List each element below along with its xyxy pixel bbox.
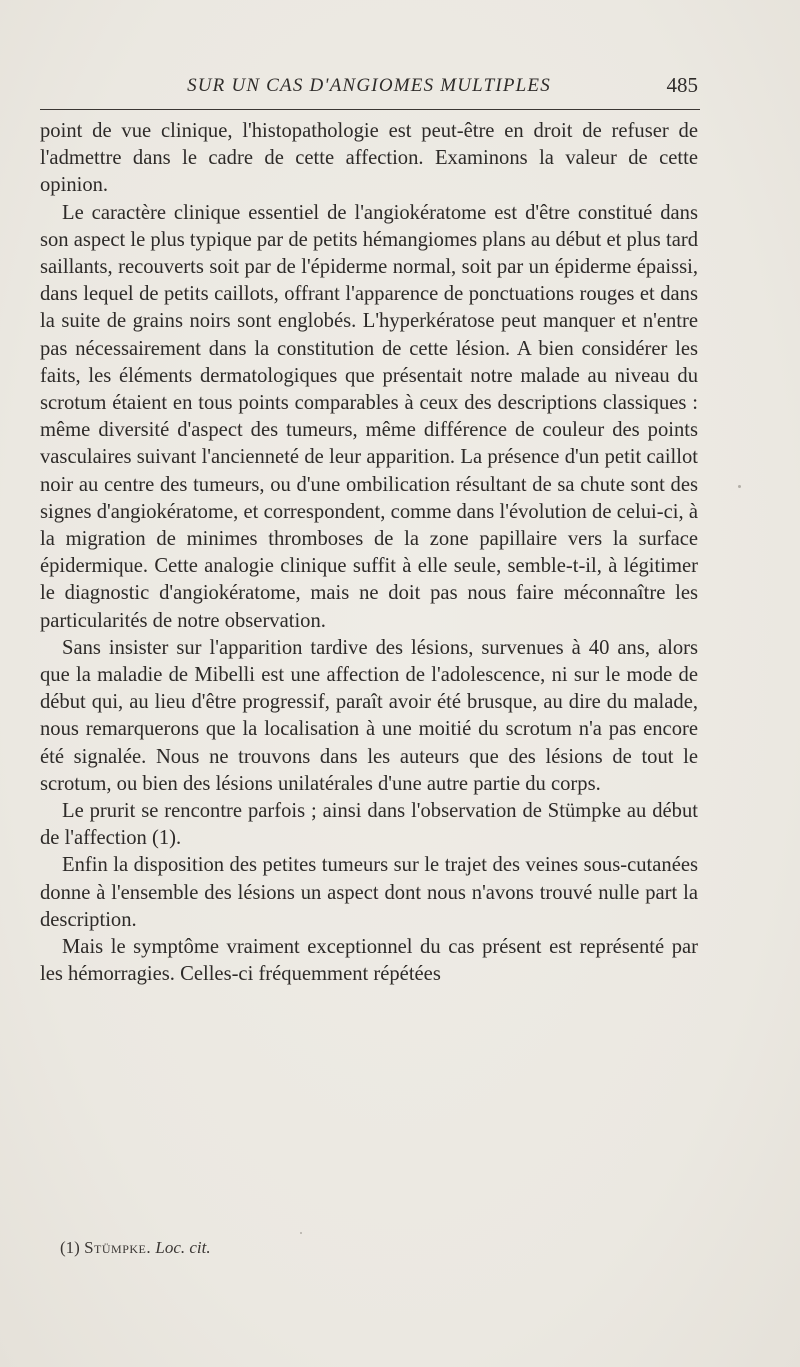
- paragraph-1: point de vue clinique, l'histopathologie est peut-être en droit de refuser de l'admettre dans le cadre de cette affection. Examinons la valeur de cette opinion.: [40, 120, 698, 197]
- running-title: SUR UN CAS D'ANGIOMES MULTIPLES: [187, 75, 551, 96]
- paragraph-4: Le prurit se rencontre parfois ; ainsi dans l'observation de Stümpke au début de l'affection (1).: [40, 800, 698, 850]
- running-head: [40, 73, 698, 103]
- paragraph-3: Sans insister sur l'apparition tardive des lésions, survenues à 40 ans, alors que la maladie de Mibelli est une affection de l'adolescence, ni sur le mode de début qui, au lieu d'être progressif, paraît avoir été brusque, au dire du malade, nous remarquerons que la localisation à une moitié du scrotum n'a pas encore été signalée. Nous ne trouvons dans les auteurs que des lésions de tout le scrotum, ou bien des lésions unilatérales d'une autre partie du corps.: [40, 636, 698, 795]
- footnote-marker: (1): [60, 1238, 80, 1257]
- body-text: [40, 118, 698, 989]
- header-rule: [40, 109, 700, 110]
- paragraph-5: Enfin la disposition des petites tumeurs sur le trajet des veines sous-cutanées donne à l'ensemble des lésions un aspect dont nous n'avons trouvé nulle part la description.: [40, 854, 698, 931]
- paragraph-6: Mais le symptôme vraiment exceptionnel du cas présent est représenté par les hémorragies. Celles-ci fréquemment répétées: [40, 936, 698, 986]
- footnote-author: Stümpke.: [84, 1238, 152, 1257]
- footnote-reference: Loc. cit.: [155, 1238, 211, 1257]
- paper-speck: [738, 485, 741, 488]
- page-number: 485: [666, 73, 698, 97]
- paragraph-2: Le caractère clinique essentiel de l'angiokératome est d'être constitué dans son aspect le plus typique par de petits hémangiomes plans au début et plus tard saillants, recouverts soit par de l'épiderme normal, soit par un épiderme épaissi, dans lequel de petits caillots, offrant l'apparence de ponctuations rouges et dans la suite de grains noirs sont englobés. L'hyperkératose peut manquer et n'entre pas nécessairement dans la constitution de cette lésion. A bien considérer les faits, les éléments dermatologiques que présentait notre malade au niveau du scrotum étaient en tous points comparables à ceux des descriptions classiques : même diversité d'aspect des tumeurs, même différence de couleur des points vasculaires suivant l'ancienneté de leur apparition. La présence d'un petit caillot noir au centre des tumeurs, ou d'une ombilication résultant de sa chute sont des signes d'angiokératome, et correspondent, comme dans l'évolution de celui-ci, à la migration de minimes thromboses de la zone papillaire vers la surface épidermique. Cette analogie clinique suffit à elle seule, semble-t-il, à légitimer le diagnostic d'angiokératome, mais ne doit pas nous faire méconnaître les particularités de notre observation.: [40, 201, 698, 632]
- paper-speck: [300, 1232, 302, 1234]
- footnote: [60, 1238, 660, 1258]
